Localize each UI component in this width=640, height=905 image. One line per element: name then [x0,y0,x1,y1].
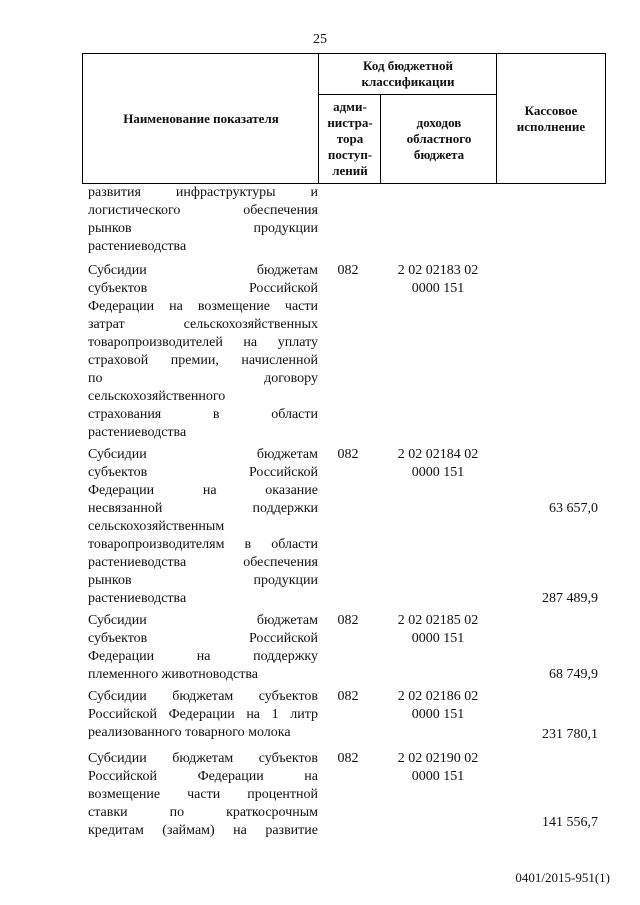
table-header [82,53,606,184]
row-admin-code: 082 [337,613,359,628]
row-name: Субсидии бюджетам субъектов Российской Федерации на поддержку племенного животноводства [88,613,318,682]
header-income: доходов областного бюджета [406,114,472,162]
document-code: 0401/2015-951(1) [515,870,610,885]
row-amount: 231 780,1 [542,727,598,742]
header-divider [318,54,319,183]
row-admin-code: 082 [337,447,359,462]
header-divider [496,54,497,183]
row-income-code: 2 02 02184 02 0000 151 [397,447,479,480]
header-code-group: Код бюджетной классификации [361,58,455,89]
header-divider [319,94,497,95]
row-amount: 68 749,9 [549,667,598,682]
row-admin-code: 082 [337,263,359,278]
row-income-code: 2 02 02190 02 0000 151 [397,751,479,784]
header-admin: адми- нистра- тора поступ- лений [327,98,373,178]
row-admin-code: 082 [337,751,359,766]
row-amount: 141 556,7 [542,815,598,830]
header-indicator-name: Наименование показателя [123,110,279,126]
row-name: Субсидии бюджетам субъектов Российской Федерации на возмещение части процентной ставки по краткосрочным кредитам (займам) на развитие [88,751,318,838]
row-amount: 63 657,0 [549,501,598,516]
header-cash: Кассовое исполнение [516,102,586,134]
row-admin-code: 082 [337,689,359,704]
row-name: Субсидии бюджетам субъектов Российской Федерации на возмещение части затрат сельскохозяйственных товаропроизводителей на уплату страховой премии, начисленной по договору сельскохозяйственного страхования в области растениеводства [88,263,318,440]
header-divider [380,94,381,183]
row-income-code: 2 02 02183 02 0000 151 [397,263,479,296]
row-income-code: 2 02 02186 02 0000 151 [397,689,479,722]
row-income-code: 2 02 02185 02 0000 151 [397,613,479,646]
row-name: Субсидии бюджетам субъектов Российской Федерации на оказание несвязанной поддержки сельскохозяйственным товаропроизводителям в области растениеводства обеспечения рынков продукции растениеводства [88,447,318,606]
page-number: 25 [313,32,327,47]
row-name: Субсидии бюджетам субъектов Российской Федерации на 1 литр реализованного товарного молока [88,689,318,740]
row-name: развития инфраструктуры и логистического обеспечения рынков продукции растениеводства [88,185,318,254]
row-amount: 287 489,9 [542,591,598,606]
